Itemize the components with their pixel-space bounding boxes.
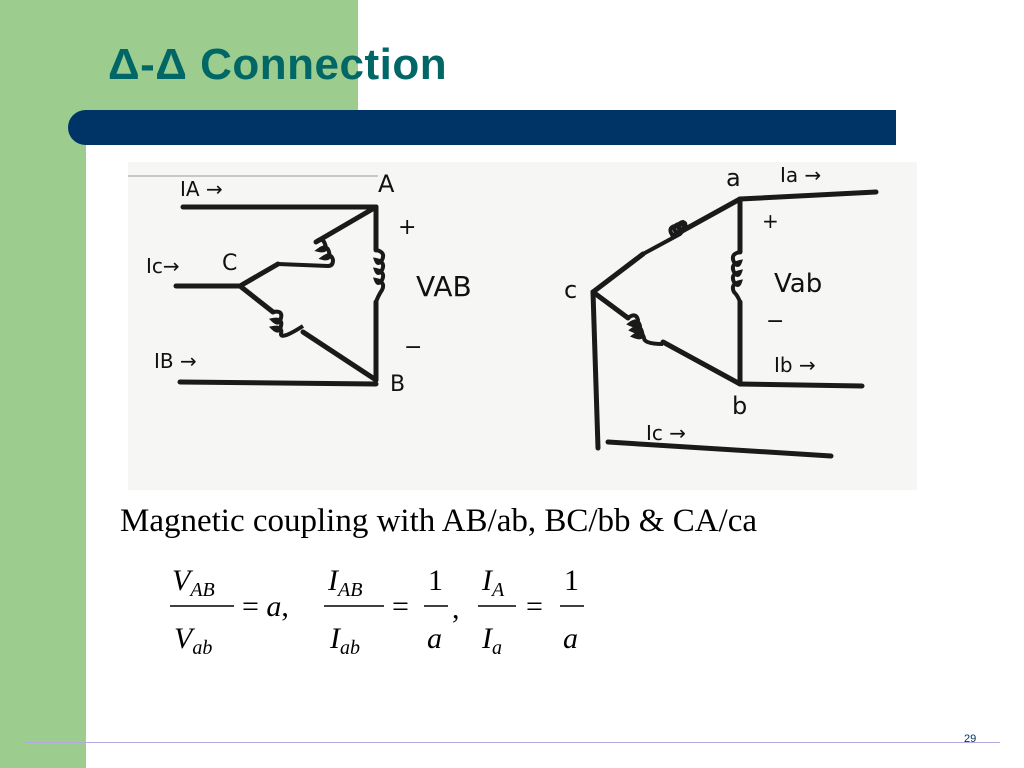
eq2-denominator: $I_{ab}$ xyxy=(330,622,360,659)
right-label-ia: Ia → xyxy=(780,163,822,187)
eq3-rhs-denominator: a xyxy=(563,622,578,655)
title-underline-band xyxy=(68,110,896,145)
band-cutout xyxy=(86,145,126,157)
eq2-comma: , xyxy=(452,592,460,625)
right-minus: − xyxy=(766,309,785,334)
eq3-denominator: $I_a$ xyxy=(482,622,502,659)
right-node-c: c xyxy=(564,276,578,304)
left-node-a: A xyxy=(378,170,395,198)
eq1-rhs: = a, xyxy=(242,590,289,623)
left-label-ib: IB → xyxy=(154,349,197,373)
equation-current-ratio-line xyxy=(324,564,460,659)
right-label-ib: Ib → xyxy=(774,353,816,377)
slide-caption: Magnetic coupling with AB/ab, BC/bb & CA/ca xyxy=(120,503,758,539)
left-label-ic: Ic→ xyxy=(146,254,180,278)
eq3-equals: = xyxy=(526,590,543,623)
eq1-denominator: $V_{ab}$ xyxy=(174,622,213,659)
delta-delta-circuit-diagram xyxy=(128,162,917,490)
left-node-b: B xyxy=(390,372,406,397)
eq2-rhs-numerator: 1 xyxy=(428,564,443,597)
left-vab: VAB xyxy=(416,270,472,303)
right-vab: Vab xyxy=(774,269,823,299)
figure-paper xyxy=(128,162,917,490)
right-line-b xyxy=(740,384,862,386)
eq2-numerator: $I_{AB}$ xyxy=(328,564,363,601)
eq2-rhs-denominator: a xyxy=(427,622,442,655)
eq3-numerator: $I_A$ xyxy=(482,564,505,601)
right-node-b: b xyxy=(732,392,748,420)
left-line-b xyxy=(180,382,376,384)
eq1-numerator: $V_{AB}$ xyxy=(172,564,215,601)
left-minus: − xyxy=(404,335,423,360)
slide-title: Δ-Δ Connection xyxy=(108,40,448,89)
equation-voltage-ratio xyxy=(170,564,289,659)
left-plus: + xyxy=(398,215,417,240)
eq3-rhs-numerator: 1 xyxy=(564,564,579,597)
ratio-equations xyxy=(160,560,620,670)
right-plus: + xyxy=(762,209,779,233)
left-label-ia: IA → xyxy=(180,177,223,201)
eq2-equals: = xyxy=(392,590,409,623)
left-node-c: C xyxy=(222,251,238,276)
right-node-a: a xyxy=(726,164,741,192)
right-label-ic: Ic → xyxy=(646,421,687,445)
equation-current-ratio-phase xyxy=(478,564,584,659)
page-number: 29 xyxy=(964,733,977,745)
footer-divider xyxy=(26,742,1000,743)
